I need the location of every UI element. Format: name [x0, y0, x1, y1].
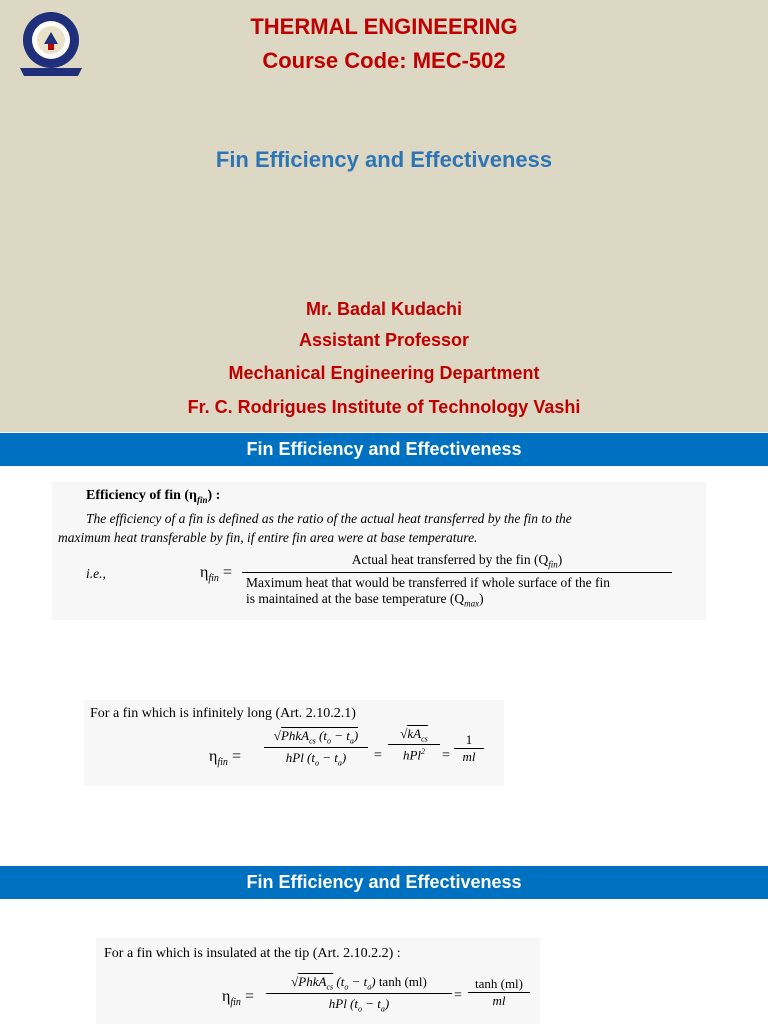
author-role: Assistant Professor [298, 330, 470, 350]
efficiency-heading: Efficiency of fin $(\eta_{fin})$ : [86, 488, 221, 505]
efficiency-numerator: Actual heat transferred by the fin $(Q_{fin})$ [242, 552, 672, 573]
efficiency-denominator: Maximum heat that would be transferred if whole surface of the fin is maintained at the base temperature $(Q_{max})$ [246, 574, 610, 609]
title-slide [0, 0, 768, 432]
infinite-fraction-middle: $√kA_{cs}$ hPl$^2$ [388, 726, 440, 763]
insulated-caption: For a fin which is insulated at the tip (Art. 2.10.2.2) : [104, 946, 401, 961]
topic-title: Fin Efficiency and Effectiveness [215, 147, 553, 172]
insulated-fin-box: For a fin which is insulated at the tip (Art. 2.10.2.2) : $\eta_{fin}$ = √PhkA$_{cs}$ $(t_o - t_a)$ tanh (ml) hPl $(t_o - t_a)$ = tanh (ml) ml [96, 938, 540, 1024]
efficiency-fraction [242, 552, 672, 608]
insulated-fraction-left: √PhkA$_{cs}$ $(t_o - t_a)$ tanh (ml) hPl $(t_o - t_a)$ [266, 974, 452, 1013]
infinite-caption: For a fin which is infinitely long (Art. 2.10.2.1) [90, 706, 356, 721]
slide3-header: Fin Efficiency and Effectiveness [0, 866, 768, 899]
eta-symbol: $\eta_{fin}$ = [200, 564, 232, 585]
author-name: Mr. Badal Kudachi [305, 299, 463, 319]
definition-line-2: maximum heat transferable by fin, if entire fin area were at base temperature. [58, 530, 478, 545]
infinite-fraction-right: 1 ml [454, 732, 484, 765]
institute: Fr. C. Rodrigues Institute of Technology Vashi [187, 397, 581, 417]
infinite-fraction-left: √PhkA$_{cs}$ $(t_o - t_a)$ hPl $(t_o - t_a)$ [264, 728, 368, 767]
infinite-fin-box: For a fin which is infinitely long (Art. 2.10.2.1) $\eta_{fin}$ = √PhkA$_{cs}$ $(t_o - t_a)$ hPl $(t_o - t_a)$ = $√kA_{cs}$ hPl$^2$ = 1 ml [84, 700, 504, 786]
course-title: THERMAL ENGINEERING [250, 14, 518, 39]
infinite-eta: $\eta_{fin}$ = [209, 748, 241, 769]
course-code: Course Code: MEC-502 [262, 48, 506, 73]
efficiency-definition-box [52, 482, 706, 620]
slide2-header: Fin Efficiency and Effectiveness [0, 433, 768, 466]
insulated-fraction-right: tanh (ml) ml [468, 976, 530, 1009]
definition-line-1: The efficiency of a fin is defined as the ratio of the actual heat transferred by the fin to the [86, 511, 572, 526]
department: Mechanical Engineering Department [228, 363, 540, 383]
insulated-eta: $\eta_{fin}$ = [222, 988, 254, 1009]
ie-label: i.e., [86, 566, 106, 581]
